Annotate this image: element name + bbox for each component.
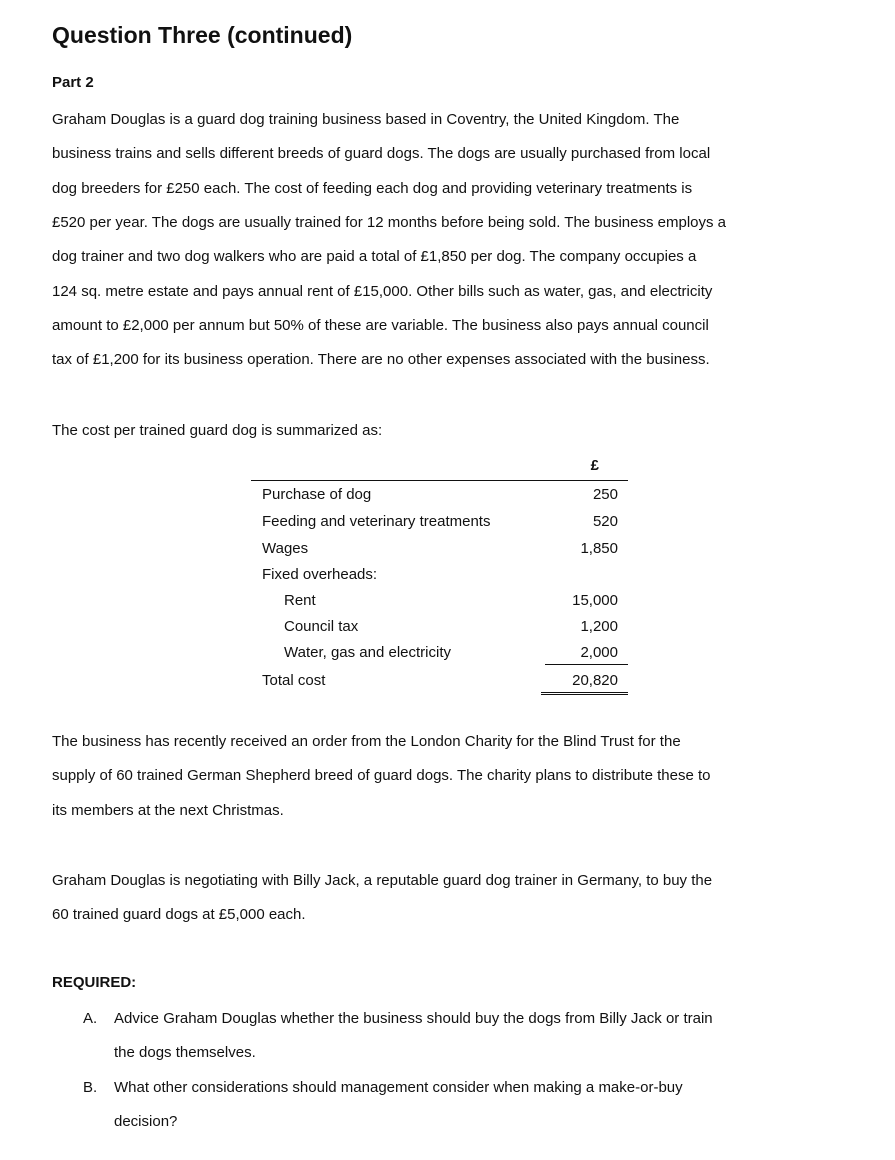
question-line: What other considerations should management consider when making a make-or-buy bbox=[114, 1079, 683, 1096]
row-value: 520 bbox=[592, 513, 618, 530]
question-line: the dogs themselves. bbox=[114, 1044, 256, 1061]
paragraph-line: The business has recently received an order from the London Charity for the Blind Trust for the bbox=[52, 733, 681, 750]
row-value: 15,000 bbox=[572, 592, 618, 609]
row-label: Council tax bbox=[284, 618, 359, 635]
row-value: 20,820 bbox=[572, 672, 618, 689]
row-label: Water, gas and electricity bbox=[284, 644, 452, 661]
row-value: 250 bbox=[592, 486, 618, 503]
subtotal-rule bbox=[545, 664, 628, 665]
paragraph-line: 124 sq. metre estate and pays annual rent of £15,000. Other bills such as water, gas, and electricity bbox=[52, 282, 713, 300]
question-label: B. bbox=[83, 1079, 98, 1096]
question-line: decision? bbox=[114, 1113, 178, 1130]
currency-header: £ bbox=[590, 457, 599, 474]
paragraph-line: Graham Douglas is negotiating with Billy Jack, a reputable guard dog trainer in Germany, to buy the bbox=[52, 872, 713, 889]
part-heading: Part 2 bbox=[52, 74, 94, 91]
row-value: 2,000 bbox=[580, 644, 618, 661]
paragraph-line: business trains and sells different breeds of guard dogs. The dogs are usually purchased from local bbox=[52, 145, 711, 163]
paragraph-line: its members at the next Christmas. bbox=[52, 801, 284, 819]
row-label: Wages bbox=[262, 540, 309, 557]
paragraph-line: Graham Douglas is a guard dog training business based in Coventry, the United Kingdom. The bbox=[52, 111, 680, 128]
paragraph-line: supply of 60 trained German Shepherd breed of guard dogs. The charity plans to distribute these to bbox=[52, 767, 711, 785]
row-value: 1,850 bbox=[580, 540, 618, 557]
row-label: Fixed overheads: bbox=[262, 566, 378, 583]
row-label: Purchase of dog bbox=[262, 486, 372, 503]
paragraph-line: amount to £2,000 per annum but 50% of these are variable. The business also pays annual council bbox=[52, 316, 709, 334]
row-label: Total cost bbox=[262, 672, 326, 689]
question-line: Advice Graham Douglas whether the business should buy the dogs from Billy Jack or train bbox=[114, 1010, 713, 1027]
row-label: Rent bbox=[284, 592, 316, 609]
table-rule bbox=[251, 480, 628, 481]
table-intro: The cost per trained guard dog is summarized as: bbox=[52, 422, 383, 439]
row-label: Feeding and veterinary treatments bbox=[262, 513, 491, 530]
required-heading: REQUIRED: bbox=[52, 974, 137, 991]
question-label: A. bbox=[83, 1010, 98, 1027]
total-double-rule bbox=[541, 692, 628, 695]
row-value: 1,200 bbox=[580, 618, 618, 635]
page-title: Question Three (continued) bbox=[52, 22, 353, 48]
paragraph-line: £520 per year. The dogs are usually trained for 12 months before being sold. The business employs a bbox=[52, 213, 727, 231]
paragraph-line: 60 trained guard dogs at £5,000 each. bbox=[52, 906, 306, 924]
paragraph-line: tax of £1,200 for its business operation. There are no other expenses associated with the business. bbox=[52, 351, 710, 369]
paragraph-line: dog breeders for £250 each. The cost of feeding each dog and providing veterinary treatments is bbox=[52, 179, 693, 197]
paragraph-line: dog trainer and two dog walkers who are paid a total of £1,850 per dog. The company occupies a bbox=[52, 248, 697, 266]
